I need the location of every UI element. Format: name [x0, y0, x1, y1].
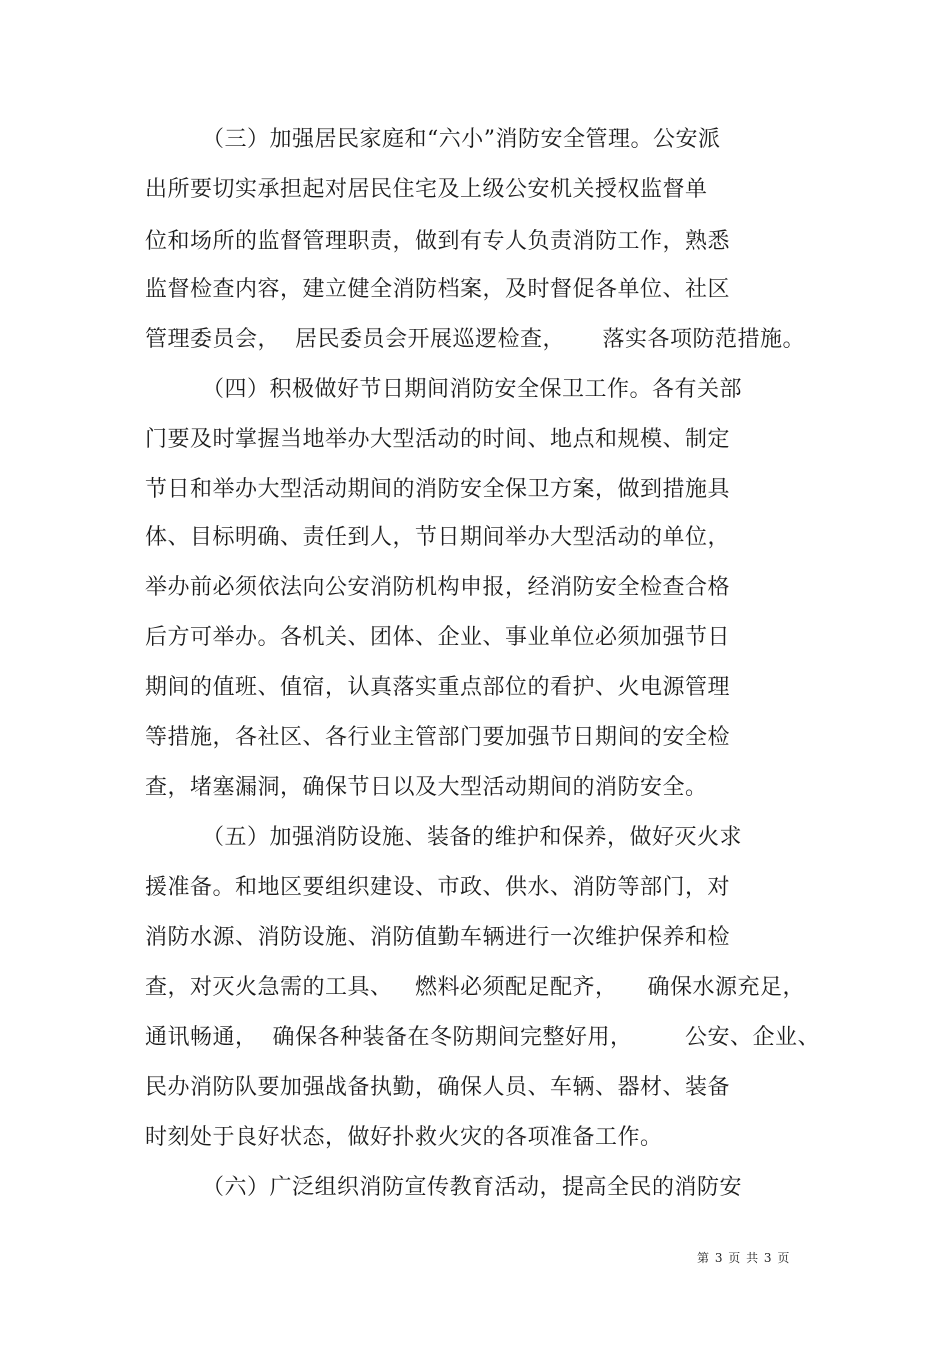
- paragraph-line: （四）积极做好节日期间消防安全保卫工作。各有关部: [202, 377, 743, 402]
- paragraph-line: 消防水源、消防设施、消防值勤车辆进行一次维护保养和检: [145, 925, 731, 950]
- page-number: 第 3 页 共 3 页: [697, 1251, 791, 1265]
- paragraph-line: 民办消防队要加强战备执勤，确保人员、车辆、器材、装备: [145, 1075, 731, 1100]
- paragraph-line: 出所要切实承担起对居民住宅及上级公安机关授权监督单: [145, 177, 708, 202]
- paragraph-line: 时刻处于良好状态，做好扑救火灾的各项准备工作。: [145, 1125, 663, 1150]
- paragraph-line: （三）加强居民家庭和“六小”消防安全管理。公安派: [202, 127, 721, 152]
- paragraph-line: （五）加强消防设施、装备的维护和保养，做好灭火求: [202, 825, 743, 850]
- paragraph-line: 管理委员会， 居民委员会开展巡逻检查， 落实各项防范措施。: [145, 327, 805, 352]
- paragraph-line: 体、目标明确、责任到人，节日期间举办大型活动的单位，: [145, 525, 731, 550]
- paragraph-line: 举办前必须依法向公安消防机构申报，经消防安全检查合格: [145, 575, 731, 600]
- paragraph-line: 通讯畅通， 确保各种装备在冬防期间完整好用， 公安、企业、: [145, 1025, 820, 1050]
- paragraph-line: 期间的值班、值宿，认真落实重点部位的看护、火电源管理: [145, 675, 731, 700]
- paragraph-line: 监督检查内容，建立健全消防档案，及时督促各单位、社区: [145, 277, 731, 302]
- paragraph-line: （六）广泛组织消防宣传教育活动，提高全民的消防安: [202, 1175, 743, 1200]
- paragraph-line: 援准备。和地区要组织建设、市政、供水、消防等部门，对: [145, 875, 731, 900]
- paragraph-line: 查，堵塞漏洞，确保节日以及大型活动期间的消防安全。: [145, 775, 708, 800]
- paragraph-line: 等措施，各社区、各行业主管部门要加强节日期间的安全检: [145, 725, 731, 750]
- paragraph-line: 后方可举办。各机关、团体、企业、事业单位必须加强节日: [145, 625, 731, 650]
- paragraph-line: 门要及时掌握当地举办大型活动的时间、地点和规模、制定: [145, 427, 731, 452]
- paragraph-line: 位和场所的监督管理职责，做到有专人负责消防工作，熟悉: [145, 229, 731, 254]
- paragraph-line: 查，对灭火急需的工具、 燃料必须配足配齐， 确保水源充足，: [145, 975, 805, 1000]
- paragraph-line: 节日和举办大型活动期间的消防安全保卫方案，做到措施具: [145, 477, 731, 502]
